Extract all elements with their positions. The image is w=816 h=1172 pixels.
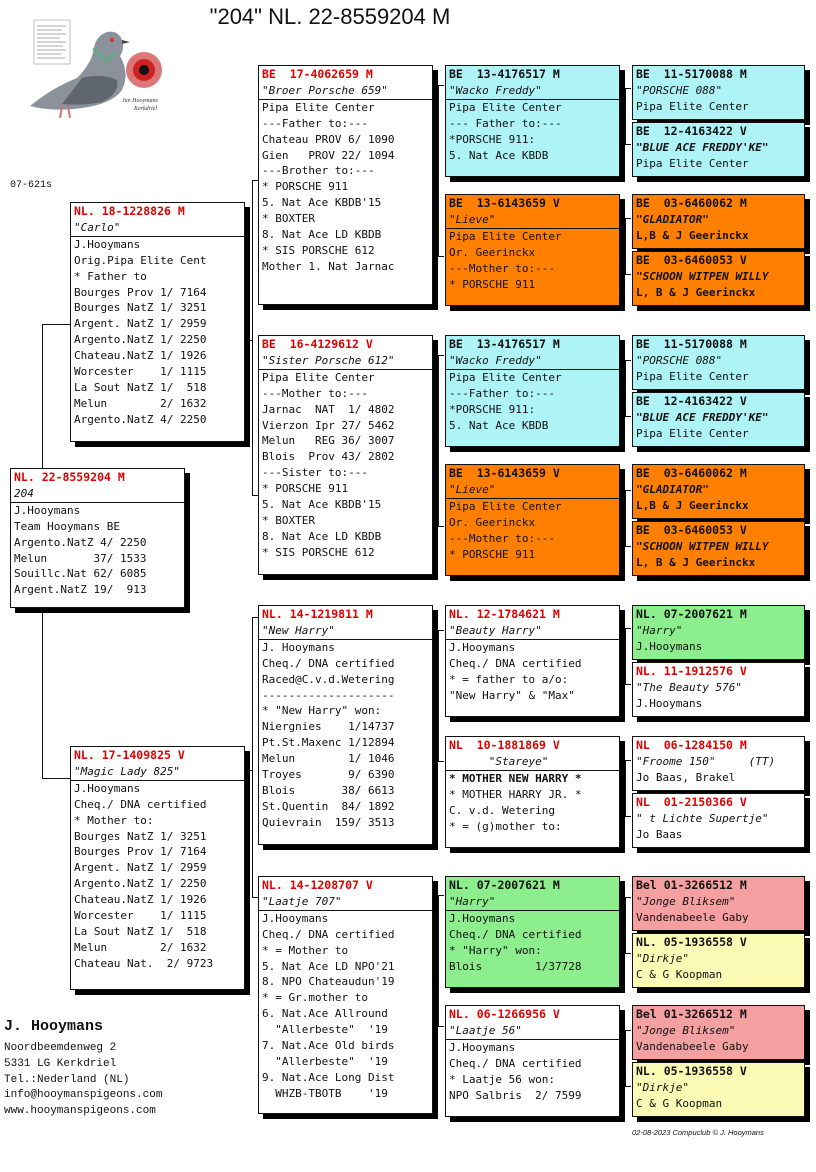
ring-number: BE 16-4129612 V bbox=[262, 337, 373, 351]
info-line: ---Sister to:--- bbox=[262, 466, 368, 480]
ring-number: BE 03-6460053 V bbox=[636, 523, 747, 537]
ring-number: BE 03-6460053 V bbox=[636, 253, 747, 267]
info-line: Worcester 1/ 1115 bbox=[74, 365, 207, 379]
ring-number: BE 13-6143659 V bbox=[449, 196, 560, 210]
info-line: * = (g)mother to: bbox=[449, 819, 562, 833]
pigeon-card-g11 bbox=[632, 736, 805, 791]
info-line: * PORSCHE 911 bbox=[449, 547, 536, 561]
info-line: J.Hooymans bbox=[449, 911, 516, 925]
pigeon-name: "Magic Lady 825" bbox=[71, 764, 244, 781]
pigeon-card-g9 bbox=[632, 605, 805, 660]
pigeon-name: "Jonge Bliksem" bbox=[636, 1023, 736, 1037]
info-line: Raced@C.v.d.Wetering bbox=[262, 672, 395, 686]
info-line: Bourges NatZ 1/ 3251 bbox=[74, 301, 207, 315]
info-line: J. Hooymans bbox=[262, 640, 335, 654]
pigeon-card-g14 bbox=[632, 933, 805, 988]
info-line: St.Quentin 84/ 1892 bbox=[262, 799, 395, 813]
connector bbox=[625, 628, 631, 685]
info-line: Cheq./ DNA certified bbox=[74, 797, 207, 811]
info-line: Cheq./ DNA certified bbox=[262, 927, 395, 941]
ring-number: NL. 11-1912576 V bbox=[636, 664, 747, 678]
info-line: J.Hooymans bbox=[449, 640, 516, 654]
pigeon-card-g6 bbox=[632, 392, 805, 447]
pigeon-card-sire bbox=[70, 202, 245, 442]
pigeon-card-g2 bbox=[632, 122, 805, 177]
ring-number: NL. 14-1208707 V bbox=[262, 878, 373, 892]
info-line: Cheq./ DNA certified bbox=[449, 927, 582, 941]
ring-number: NL. 22-8559204 M bbox=[14, 470, 125, 484]
info-line: "Allerbeste" '19 bbox=[262, 1054, 388, 1068]
info-line: * PORSCHE 911 bbox=[262, 482, 349, 496]
pigeon-card-dam bbox=[70, 746, 245, 990]
pigeon-card-sds bbox=[445, 335, 620, 447]
connector bbox=[42, 324, 43, 469]
connector bbox=[625, 490, 631, 547]
pigeon-name: "Harry" bbox=[446, 894, 619, 911]
ring-number: BE 13-4176517 M bbox=[449, 67, 560, 81]
info-line: * BOXTER bbox=[262, 513, 315, 527]
info-line: Or. Geerinckx bbox=[449, 245, 536, 259]
owner-website[interactable]: www.hooymanspigeons.com bbox=[4, 1105, 156, 1118]
info-line: Argento.NatZ 1/ 2250 bbox=[74, 333, 207, 347]
pigeon-name: "Broer Porsche 659" bbox=[259, 83, 432, 100]
info-line: J.Hooymans bbox=[636, 696, 703, 710]
info-line: 5. Nat Ace KBDB bbox=[449, 418, 549, 432]
info-line: J.Hooymans bbox=[262, 911, 329, 925]
pigeon-name: "Dirkje" bbox=[636, 1080, 689, 1094]
page-title: "204" NL. 22-8559204 M bbox=[209, 4, 451, 29]
info-line: Melun 37/ 1533 bbox=[14, 551, 147, 565]
pigeon-card-ssd bbox=[445, 194, 620, 306]
info-line: C. v.d. Wetering bbox=[449, 803, 555, 817]
info-line: Argento.NatZ 4/ 2250 bbox=[74, 412, 207, 426]
info-line: Vandenabeele Gaby bbox=[636, 1039, 749, 1053]
pigeon-card-g1 bbox=[632, 65, 805, 120]
info-line: Bourges Prov 1/ 7164 bbox=[74, 845, 207, 859]
pigeon-name: "Jonge Bliksem" bbox=[636, 894, 736, 908]
info-line: Jo Baas, Brakel bbox=[636, 770, 736, 784]
info-line: ---Mother to:--- bbox=[262, 386, 368, 400]
info-line: Pipa Elite Center bbox=[636, 99, 749, 113]
connector bbox=[438, 85, 444, 257]
connector bbox=[42, 324, 72, 325]
info-line: Pipa Elite Center bbox=[636, 426, 749, 440]
pigeon-name: "Laatje 56" bbox=[446, 1023, 619, 1040]
connector bbox=[42, 588, 43, 778]
pigeon-card-g8 bbox=[632, 521, 805, 576]
info-line: 5. Nat Ace LD NPO'21 bbox=[262, 959, 395, 973]
info-line: Mother 1. Nat Jarnac bbox=[262, 259, 395, 273]
pigeon-card-dss bbox=[445, 605, 620, 717]
info-line: Blois Prov 43/ 2802 bbox=[262, 450, 395, 464]
pigeon-card-ds bbox=[258, 605, 433, 845]
info-line: Blois 38/ 6613 bbox=[262, 783, 395, 797]
pigeon-card-g4 bbox=[632, 251, 805, 306]
info-line: * BOXTER bbox=[262, 212, 315, 226]
info-line: C & G Koopman bbox=[636, 967, 723, 981]
info-line: Worcester 1/ 1115 bbox=[74, 909, 207, 923]
owner-phone: Tel.:Nederland (NL) bbox=[4, 1073, 130, 1086]
info-line: 7. Nat.Ace Old birds bbox=[262, 1039, 395, 1053]
ring-number: NL 10-1881869 V bbox=[449, 738, 560, 752]
info-line: Argent. NatZ 1/ 2959 bbox=[74, 317, 207, 331]
info-line: ---Father to:--- bbox=[449, 386, 555, 400]
ring-number: NL. 14-1219811 M bbox=[262, 607, 373, 621]
connector bbox=[625, 897, 631, 954]
pigeon-card-g7 bbox=[632, 464, 805, 519]
info-line: *PORSCHE 911: bbox=[449, 132, 536, 146]
pigeon-card-ss bbox=[258, 65, 433, 305]
ring-number: NL. 12-1784621 M bbox=[449, 607, 560, 621]
info-line: -------------------- bbox=[262, 688, 395, 702]
info-line: 6. Nat.Ace Allround bbox=[262, 1007, 388, 1021]
owner-email[interactable]: info@hooymanspigeons.com bbox=[4, 1089, 163, 1102]
info-line: Quievrain 159/ 3513 bbox=[262, 815, 395, 829]
pigeon-card-sss bbox=[445, 65, 620, 177]
info-line: La Sout NatZ 1/ 518 bbox=[74, 924, 207, 938]
logo-place: Kerkdriel bbox=[134, 106, 157, 112]
info-line: L, B & J Geerinckx bbox=[636, 285, 756, 299]
info-line: * PORSCHE 911 bbox=[262, 180, 349, 194]
pigeon-name: "Harry" bbox=[636, 623, 683, 637]
info-line: 9. Nat.Ace Long Dist bbox=[262, 1070, 395, 1084]
info-line: * SIS PORSCHE 612 bbox=[262, 545, 375, 559]
info-line: Melun 2/ 1632 bbox=[74, 940, 207, 954]
info-line: NPO Salbris 2/ 7599 bbox=[449, 1088, 582, 1102]
ring-number: NL. 18-1228826 M bbox=[74, 204, 185, 218]
info-line: ---Brother to:--- bbox=[262, 164, 375, 178]
ring-number: Bel 01-3266512 M bbox=[636, 878, 747, 892]
owner-block bbox=[4, 1018, 162, 1120]
pigeon-name: "The Beauty 576" bbox=[636, 680, 742, 694]
pigeon-name: "Wacko Freddy" bbox=[446, 83, 619, 100]
info-line: Vierzon Ipr 27/ 5462 bbox=[262, 418, 395, 432]
pigeon-name: "Froome 150" (TT) bbox=[636, 754, 776, 768]
connector bbox=[252, 617, 253, 897]
pigeon-card-g12 bbox=[632, 793, 805, 848]
info-line: Argento.NatZ 1/ 2250 bbox=[74, 877, 207, 891]
pigeon-card-g15 bbox=[632, 1005, 805, 1060]
info-line: Team Hooymans BE bbox=[14, 519, 120, 533]
info-line: Pt.St.Maxenc 1/12894 bbox=[262, 736, 395, 750]
ring-number: Bel 01-3266512 M bbox=[636, 1007, 747, 1021]
info-line: 5. Nat Ace KBDB bbox=[449, 148, 549, 162]
pigeon-card-g3 bbox=[632, 194, 805, 249]
ring-number: NL. 07-2007621 M bbox=[449, 878, 560, 892]
pigeon-card-sd bbox=[258, 335, 433, 575]
connector bbox=[42, 778, 72, 779]
info-line: * MOTHER NEW HARRY * bbox=[449, 771, 582, 785]
info-line: Argent. NatZ 1/ 2959 bbox=[74, 861, 207, 875]
info-line: Argento.NatZ 4/ 2250 bbox=[14, 535, 147, 549]
info-line: J.Hooymans bbox=[636, 639, 703, 653]
logo-name: Jan Hooymans bbox=[122, 98, 158, 104]
info-line: J.Hooymans bbox=[449, 1040, 516, 1054]
info-line: * "New Harry" won: bbox=[262, 704, 382, 718]
pigeon-card-dsd bbox=[445, 736, 620, 848]
info-line: Pipa Elite Center bbox=[636, 369, 749, 383]
info-line: * = Mother to bbox=[262, 943, 349, 957]
info-line: Pipa Elite Center bbox=[449, 100, 562, 114]
info-line: Gien PROV 22/ 1094 bbox=[262, 148, 395, 162]
connector bbox=[438, 895, 444, 1027]
info-line: C & G Koopman bbox=[636, 1096, 723, 1110]
connector bbox=[625, 360, 631, 417]
pigeon-name: "BLUE ACE FREDDY'KE" bbox=[636, 410, 769, 424]
info-line: ---Father to:--- bbox=[262, 116, 368, 130]
pigeon-card-dd bbox=[258, 876, 433, 1114]
info-line: 8. NPO Chateaudun'19 bbox=[262, 975, 395, 989]
pigeon-name: 204 bbox=[11, 486, 184, 503]
connector bbox=[625, 218, 631, 275]
info-line: * Laatje 56 won: bbox=[449, 1072, 555, 1086]
info-line: L, B & J Geerinckx bbox=[636, 555, 756, 569]
pigeon-name: "PORSCHE 088" bbox=[636, 353, 723, 367]
connector bbox=[438, 630, 444, 762]
ring-number: BE 11-5170088 M bbox=[636, 67, 747, 81]
ring-number: BE 03-6460062 M bbox=[636, 196, 747, 210]
info-line: Argent.NatZ 19/ 913 bbox=[14, 583, 147, 597]
pigeon-name: "GLADIATOR" bbox=[636, 482, 709, 496]
pigeon-card-g5 bbox=[632, 335, 805, 390]
pigeon-name: "BLUE ACE FREDDY'KE" bbox=[636, 140, 769, 154]
pigeon-name: "Dirkje" bbox=[636, 951, 689, 965]
owner-name: J. Hooymans bbox=[4, 1018, 104, 1035]
pigeon-card-ddd bbox=[445, 1005, 620, 1117]
ring-number: NL. 06-1266956 V bbox=[449, 1007, 560, 1021]
info-line: Cheq./ DNA certified bbox=[262, 656, 395, 670]
pigeon-name: "Sister Porsche 612" bbox=[259, 353, 432, 370]
connector bbox=[244, 770, 252, 771]
info-line: Pipa Elite Center bbox=[449, 499, 562, 513]
info-line: Bourges NatZ 1/ 3251 bbox=[74, 829, 207, 843]
info-line: Melun REG 36/ 3007 bbox=[262, 434, 395, 448]
owner-address: Noordbeemdenweg 2 bbox=[4, 1042, 117, 1054]
info-line: L,B & J Geerinckx bbox=[636, 228, 749, 242]
info-line: Pipa Elite Center bbox=[449, 229, 562, 243]
info-line: Cheq./ DNA certified bbox=[449, 656, 582, 670]
info-line: Melun 2/ 1632 bbox=[74, 396, 207, 410]
code-label: 07-621s bbox=[10, 180, 53, 191]
pigeon-name: "Wacko Freddy" bbox=[446, 353, 619, 370]
info-line: Bourges Prov 1/ 7164 bbox=[74, 285, 207, 299]
info-line: WHZB-TBOTB '19 bbox=[262, 1086, 388, 1100]
info-line: * SIS PORSCHE 612 bbox=[262, 243, 375, 257]
ring-number: NL. 17-1409825 V bbox=[74, 748, 185, 762]
info-line: * Mother to: bbox=[74, 813, 154, 827]
info-line: Niergnies 1/14737 bbox=[262, 720, 395, 734]
pigeon-name: "New Harry" bbox=[259, 623, 432, 640]
info-line: Vandenabeele Gaby bbox=[636, 910, 749, 924]
info-line: 8. Nat Ace LD KBDB bbox=[262, 228, 382, 242]
ring-number: NL. 05-1936558 V bbox=[636, 1064, 747, 1078]
info-line: 8. Nat Ace LD KBDB bbox=[262, 529, 382, 543]
pigeon-card-g13 bbox=[632, 876, 805, 931]
info-line: ---Mother to:--- bbox=[449, 261, 555, 275]
pigeon-card-g10 bbox=[632, 662, 805, 717]
info-line: Cheq./ DNA certified bbox=[449, 1056, 582, 1070]
owner-postcode: 5331 LG Kerkdriel bbox=[4, 1057, 117, 1070]
connector bbox=[625, 760, 631, 817]
info-line: *PORSCHE 911: bbox=[449, 402, 536, 416]
ring-number: BE 13-4176517 M bbox=[449, 337, 560, 351]
info-line: Orig.Pipa Elite Cent bbox=[74, 253, 207, 267]
info-line: Chateau PROV 6/ 1090 bbox=[262, 132, 395, 146]
info-line: Pipa Elite Center bbox=[449, 370, 562, 384]
info-line: J.Hooymans bbox=[74, 781, 141, 795]
info-line: Jarnac NAT 1/ 4802 bbox=[262, 402, 395, 416]
info-line: Chateau.NatZ 1/ 1926 bbox=[74, 893, 207, 907]
pigeon-card-g16 bbox=[632, 1062, 805, 1117]
pigeon-name: "PORSCHE 088" bbox=[636, 83, 723, 97]
pigeon-logo bbox=[22, 18, 172, 122]
pigeon-name: "GLADIATOR" bbox=[636, 212, 709, 226]
ring-number: BE 12-4163422 V bbox=[636, 124, 747, 138]
pigeon-card-dds bbox=[445, 876, 620, 988]
pigeon-name: "Beauty Harry" bbox=[446, 623, 619, 640]
info-line: * MOTHER HARRY JR. * bbox=[449, 787, 582, 801]
info-line: 5. Nat Ace KBDB'15 bbox=[262, 498, 382, 512]
pigeon-name: " t Lichte Supertje" bbox=[636, 811, 769, 825]
ring-number: NL 01-2150366 V bbox=[636, 795, 747, 809]
info-line: --- Father to:--- bbox=[449, 116, 562, 130]
info-line: La Sout NatZ 1/ 518 bbox=[74, 380, 207, 394]
pigeon-name: "Lieve" bbox=[446, 212, 619, 229]
pigeon-name: "Lieve" bbox=[446, 482, 619, 499]
info-line: * = Gr.mother to bbox=[262, 991, 368, 1005]
info-line: * "Harry" won: bbox=[449, 943, 542, 957]
info-line: Souillc.Nat 62/ 6085 bbox=[14, 567, 147, 581]
info-line: Blois 1/37728 bbox=[449, 959, 582, 973]
info-line: Chateau.NatZ 1/ 1926 bbox=[74, 349, 207, 363]
connector bbox=[252, 180, 253, 495]
ring-number: BE 17-4062659 M bbox=[262, 67, 373, 81]
ring-number: NL. 05-1936558 V bbox=[636, 935, 747, 949]
ring-number: BE 03-6460062 M bbox=[636, 466, 747, 480]
connector bbox=[625, 88, 631, 145]
info-line: 5. Nat Ace KBDB'15 bbox=[262, 196, 382, 210]
info-line: * Father to bbox=[74, 269, 147, 283]
info-line: J.Hooymans bbox=[14, 503, 81, 517]
connector bbox=[438, 355, 444, 527]
footer-credit: 02-08-2023 Compuclub © J. Hooymans bbox=[632, 1128, 764, 1137]
info-line: ---Mother to:--- bbox=[449, 531, 555, 545]
info-line: Or. Geerinckx bbox=[449, 515, 536, 529]
pigeon-card-sdd bbox=[445, 464, 620, 576]
pigeon-name: "SCHOON WITPEN WILLY bbox=[636, 539, 769, 553]
pigeon-name: "SCHOON WITPEN WILLY bbox=[636, 269, 769, 283]
info-line: "New Harry" & "Max" bbox=[449, 688, 575, 702]
info-line: Jo Baas bbox=[636, 827, 683, 841]
info-line: Melun 1/ 1046 bbox=[262, 752, 395, 766]
connector bbox=[625, 1030, 631, 1087]
info-line: J.Hooymans bbox=[74, 237, 141, 251]
info-line: * PORSCHE 911 bbox=[449, 277, 536, 291]
connector bbox=[244, 340, 252, 341]
ring-number: NL 06-1284150 M bbox=[636, 738, 747, 752]
info-line: Pipa Elite Center bbox=[636, 156, 749, 170]
ring-number: BE 12-4163422 V bbox=[636, 394, 747, 408]
info-line: * = father to a/o: bbox=[449, 672, 569, 686]
pigeon-card-main bbox=[10, 468, 185, 608]
ring-number: BE 13-6143659 V bbox=[449, 466, 560, 480]
info-line: Pipa Elite Center bbox=[262, 370, 375, 384]
info-line: Chateau Nat. 2/ 9723 bbox=[74, 956, 214, 970]
ring-number: NL. 07-2007621 M bbox=[636, 607, 747, 621]
info-line: Pipa Elite Center bbox=[262, 100, 375, 114]
info-line: L,B & J Geerinckx bbox=[636, 498, 749, 512]
pigeon-name: "Laatje 707" bbox=[259, 894, 432, 911]
ring-number: BE 11-5170088 M bbox=[636, 337, 747, 351]
pigeon-name: "Carlo" bbox=[71, 220, 244, 237]
pigeon-name: "Stareye" bbox=[446, 754, 619, 771]
info-line: "Allerbeste" '19 bbox=[262, 1023, 388, 1037]
info-line: Troyes 9/ 6390 bbox=[262, 768, 395, 782]
